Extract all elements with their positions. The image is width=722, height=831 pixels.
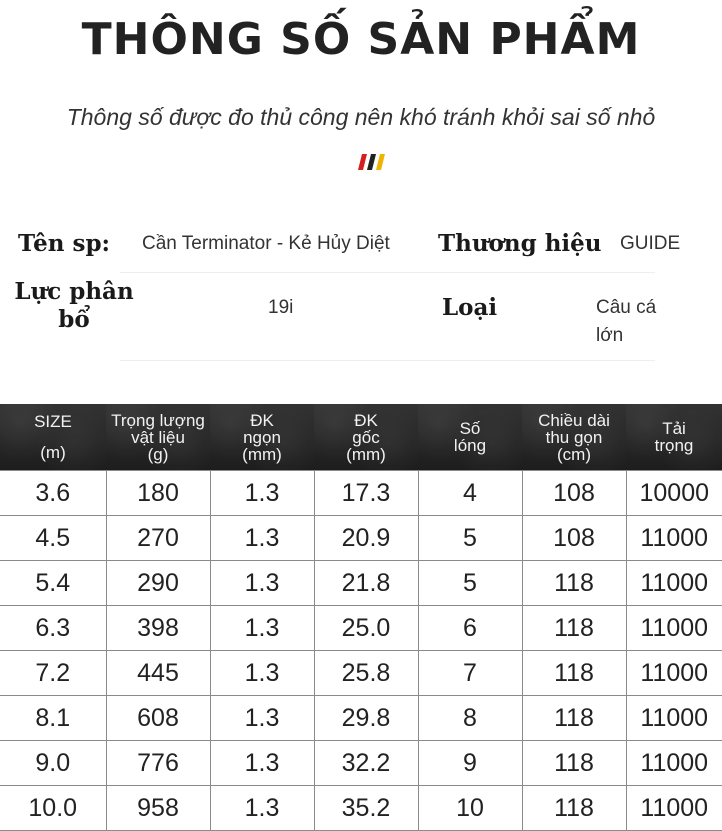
- table-cell: 445: [106, 651, 210, 696]
- table-header-cell: [106, 404, 210, 471]
- page-title: THÔNG SỐ SẢN PHẨM: [81, 14, 641, 65]
- table-cell: 17.3: [314, 471, 418, 516]
- type-label: Loại: [442, 294, 498, 321]
- type-value: Câu cá lớn: [596, 297, 657, 346]
- table-header-text: Trọng lượng: [111, 410, 205, 430]
- table-header-cell: [522, 404, 626, 471]
- spec-table: [0, 404, 722, 827]
- table-cell: 118: [522, 741, 626, 786]
- table-header-cell: [314, 404, 418, 471]
- action-value: 19i: [268, 297, 294, 318]
- product-name-label: Tên sp:: [18, 230, 111, 257]
- table-cell: 11000: [626, 696, 722, 741]
- table-cell: 7: [418, 651, 522, 696]
- table-cell: 5: [418, 516, 522, 561]
- table-cell: 8: [418, 696, 522, 741]
- table-header-text: Số: [459, 419, 481, 438]
- table-cell: 1.3: [210, 741, 314, 786]
- table-cell: 11000: [626, 651, 722, 696]
- table-cell: 1.3: [210, 786, 314, 831]
- table-cell: 29.8: [314, 696, 418, 741]
- table-cell: 270: [106, 516, 210, 561]
- table-cell: 11000: [626, 741, 722, 786]
- page-subtitle: Thông số được đo thủ công nên khó tránh khỏi sai số nhỏ: [66, 104, 656, 130]
- table-row: [0, 786, 722, 831]
- table-header-text: (mm): [242, 444, 282, 464]
- table-cell: 21.8: [314, 561, 418, 606]
- table-row: [0, 516, 722, 561]
- table-cell: 1.3: [210, 471, 314, 516]
- table-cell: 608: [106, 696, 210, 741]
- table-header-text: (g): [147, 444, 169, 464]
- spec-row-action-type: [14, 276, 684, 356]
- action-label: Lực phân bổ: [14, 278, 134, 333]
- table-header-text: ngọn: [243, 427, 281, 447]
- product-name-value: Cần Terminator - Kẻ Hủy Diệt: [142, 233, 390, 254]
- table-header-text: ĐK: [250, 410, 274, 430]
- table-header-text: vật liệu: [131, 427, 185, 447]
- table-cell: 118: [522, 651, 626, 696]
- table-header-text: Chiều dài: [538, 410, 610, 430]
- table-cell: 11000: [626, 516, 722, 561]
- table-cell: 118: [522, 786, 626, 831]
- table-cell: 25.0: [314, 606, 418, 651]
- table-header-cell: [418, 404, 522, 471]
- table-header-text: gốc: [352, 427, 380, 447]
- table-row: [0, 561, 722, 606]
- table-cell: 25.8: [314, 651, 418, 696]
- table-header-text: ĐK: [354, 410, 378, 430]
- table-cell: 118: [522, 606, 626, 651]
- table-header-cell: [626, 404, 722, 471]
- table-cell: 118: [522, 696, 626, 741]
- table-cell: 1.3: [210, 516, 314, 561]
- table-cell: 5.4: [0, 561, 106, 606]
- table-cell: 11000: [626, 786, 722, 831]
- table-header-cell: [210, 404, 314, 471]
- table-cell: 11000: [626, 606, 722, 651]
- table-header-text: lóng: [453, 436, 487, 455]
- table-cell: 118: [522, 561, 626, 606]
- table-cell: 108: [522, 516, 626, 561]
- table-cell: 35.2: [314, 786, 418, 831]
- table-cell: 3.6: [0, 471, 106, 516]
- table-header-text: (m): [40, 443, 66, 462]
- spec-row-name-brand: [14, 222, 684, 270]
- table-row: [0, 696, 722, 741]
- table-cell: 776: [106, 741, 210, 786]
- table-header-text: Tải: [662, 419, 686, 438]
- table-cell: 1.3: [210, 651, 314, 696]
- table-row: [0, 651, 722, 696]
- table-cell: 108: [522, 471, 626, 516]
- table-cell: 1.3: [210, 561, 314, 606]
- table-header-cell: [0, 404, 106, 471]
- table-cell: 180: [106, 471, 210, 516]
- table-header-text: (cm): [557, 444, 591, 464]
- table-header-text: (mm): [346, 444, 386, 464]
- table-cell: 7.2: [0, 651, 106, 696]
- table-row: [0, 741, 722, 786]
- table-row: [0, 606, 722, 651]
- table-cell: 4: [418, 471, 522, 516]
- table-cell: 1.3: [210, 696, 314, 741]
- table-cell: 290: [106, 561, 210, 606]
- table-row: [0, 471, 722, 516]
- table-cell: 5: [418, 561, 522, 606]
- spec-divider: [120, 272, 655, 273]
- spec-divider: [120, 360, 655, 361]
- table-cell: 10: [418, 786, 522, 831]
- table-header-text: SIZE: [34, 412, 72, 431]
- table-cell: 4.5: [0, 516, 106, 561]
- brand-label: Thương hiệu: [438, 230, 602, 257]
- table-header-text: thu gọn: [545, 427, 603, 447]
- table-cell: 398: [106, 606, 210, 651]
- table-cell: 9.0: [0, 741, 106, 786]
- table-cell: 8.1: [0, 696, 106, 741]
- table-header-row: [0, 404, 722, 471]
- table-cell: 10000: [626, 471, 722, 516]
- table-header-text: trọng: [654, 436, 694, 455]
- stripes-decoration-icon: [358, 152, 388, 172]
- table-cell: 9: [418, 741, 522, 786]
- brand-value: GUIDE: [620, 233, 681, 254]
- table-cell: 11000: [626, 561, 722, 606]
- table-cell: 1.3: [210, 606, 314, 651]
- table-cell: 958: [106, 786, 210, 831]
- table-cell: 32.2: [314, 741, 418, 786]
- table-cell: 6: [418, 606, 522, 651]
- table-cell: 20.9: [314, 516, 418, 561]
- table-cell: 10.0: [0, 786, 106, 831]
- table-cell: 6.3: [0, 606, 106, 651]
